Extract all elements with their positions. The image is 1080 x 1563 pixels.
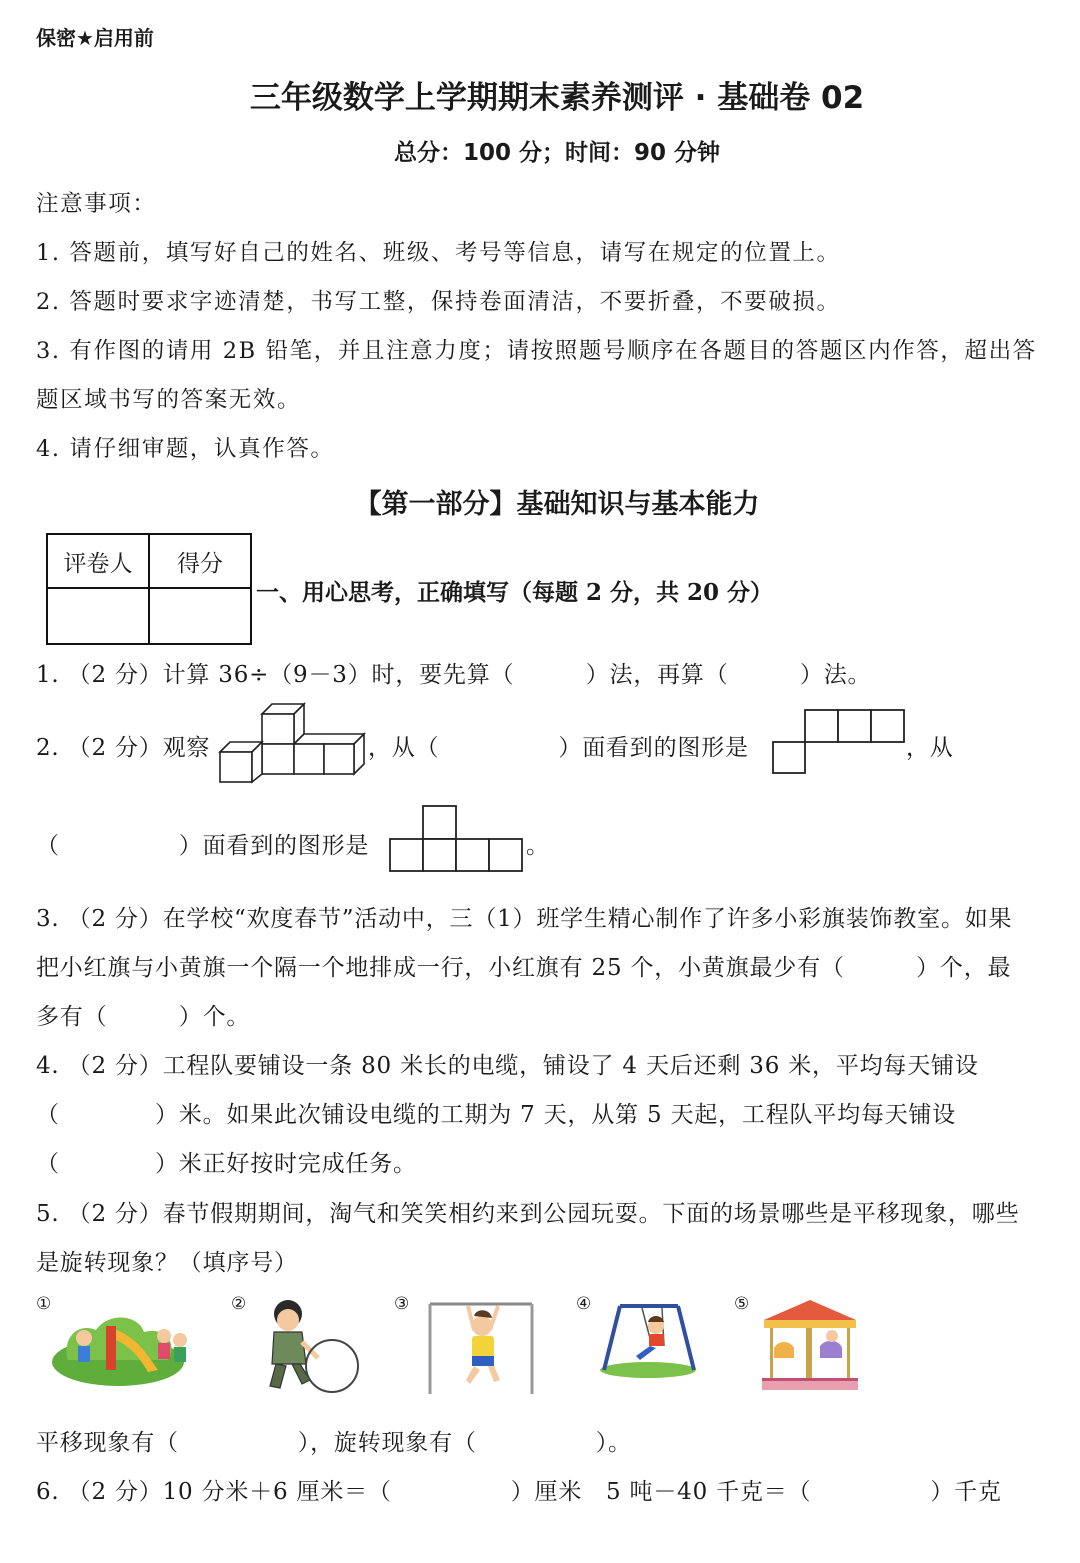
- hoop-scene-picture: [262, 1298, 362, 1394]
- question-2-line2-end: 。: [526, 833, 550, 859]
- question-5-answer: 平移现象有（ ），旋转现象有（ ）。: [36, 1430, 632, 1456]
- note-item-3: 3. 有作图的请用 2B 铅笔，并且注意力度；请按照题号顺序在各题目的答题区内作答，超出答: [36, 338, 1037, 364]
- score-header: 得分: [149, 534, 251, 588]
- exam-title: 三年级数学上学期期末素养测评 · 基础卷 02: [249, 80, 865, 116]
- note-item-3-cont: 题区域书写的答案无效。: [36, 387, 302, 413]
- part-title: 一、用心思考，正确填写（每题 2 分，共 20 分）: [256, 579, 774, 606]
- question-4-line-1: 4. （2 分）工程队要铺设一条 80 米长的电缆，铺设了 4 天后还剩 36 米，平均每天铺设: [36, 1053, 979, 1079]
- note-item-4: 4. 请仔细审题，认真作答。: [36, 436, 335, 462]
- confidential-label: 保密★启用前: [36, 26, 154, 50]
- section-title: 【第一部分】基础知识与基本能力: [354, 489, 760, 520]
- question-2-line2: （ ）面看到的图形是: [36, 833, 370, 859]
- view-shape-1: [772, 709, 906, 775]
- question-1: 1. （2 分）计算 36÷（9－3）时，要先算（ ）法，再算（ ）法。: [36, 662, 872, 688]
- score-cell[interactable]: [149, 588, 251, 644]
- score-table: [46, 533, 252, 645]
- grader-header: 评卷人: [47, 534, 149, 588]
- question-5-line-1: 5. （2 分）春节假期期间，淘气和笑笑相约来到公园玩耍。下面的场景哪些是平移现象，哪些: [36, 1201, 1020, 1227]
- slide-scene-picture: [48, 1300, 190, 1388]
- swing-scene-picture: [598, 1300, 698, 1380]
- question-6-part-a: 6. （2 分）10 分米＋6 厘米＝（ ）厘米: [36, 1479, 583, 1505]
- cube-stack-figure: [218, 700, 368, 784]
- question-3-line-2: 把小红旗与小黄旗一个隔一个地排成一行，小红旗有 25 个，小黄旗最少有（ ）个，最: [36, 955, 1012, 981]
- grader-cell[interactable]: [47, 588, 149, 644]
- question-2-mid: ，从（ ）面看到的图形是: [368, 735, 749, 761]
- picture-number-2: ②: [231, 1294, 247, 1314]
- question-4-line-2: （ ）米。如果此次铺设电缆的工期为 7 天，从第 5 天起，工程队平均每天铺设: [36, 1102, 957, 1128]
- question-4-line-3: （ ）米正好按时完成任务。: [36, 1151, 417, 1177]
- picture-number-5: ⑤: [734, 1294, 750, 1314]
- picture-number-1: ①: [36, 1294, 52, 1314]
- pullup-bar-scene-picture: [424, 1300, 538, 1396]
- question-3-line-1: 3. （2 分）在学校“欢度春节”活动中，三（1）班学生精心制作了许多小彩旗装饰教室。如果: [36, 906, 1013, 932]
- picture-number-3: ③: [394, 1294, 410, 1314]
- question-2-end: ，从: [906, 735, 954, 761]
- question-5-line-2: 是旋转现象？（填序号）: [36, 1250, 298, 1276]
- view-shape-2: [389, 805, 525, 873]
- carousel-scene-picture: [760, 1298, 860, 1392]
- question-2-prefix: 2. （2 分）观察: [36, 735, 211, 761]
- note-item-2: 2. 答题时要求字迹清楚，书写工整，保持卷面清洁，不要折叠，不要破损。: [36, 289, 841, 315]
- picture-number-4: ④: [576, 1294, 592, 1314]
- question-6-part-b: 5 吨－40 千克＝（ ）千克: [606, 1479, 1002, 1505]
- exam-subtitle: 总分：100 分；时间：90 分钟: [393, 140, 721, 166]
- question-3-line-3: 多有（ ）个。: [36, 1004, 251, 1030]
- notes-heading: 注意事项：: [36, 191, 157, 217]
- note-item-1: 1. 答题前，填写好自己的姓名、班级、考号等信息，请写在规定的位置上。: [36, 240, 841, 266]
